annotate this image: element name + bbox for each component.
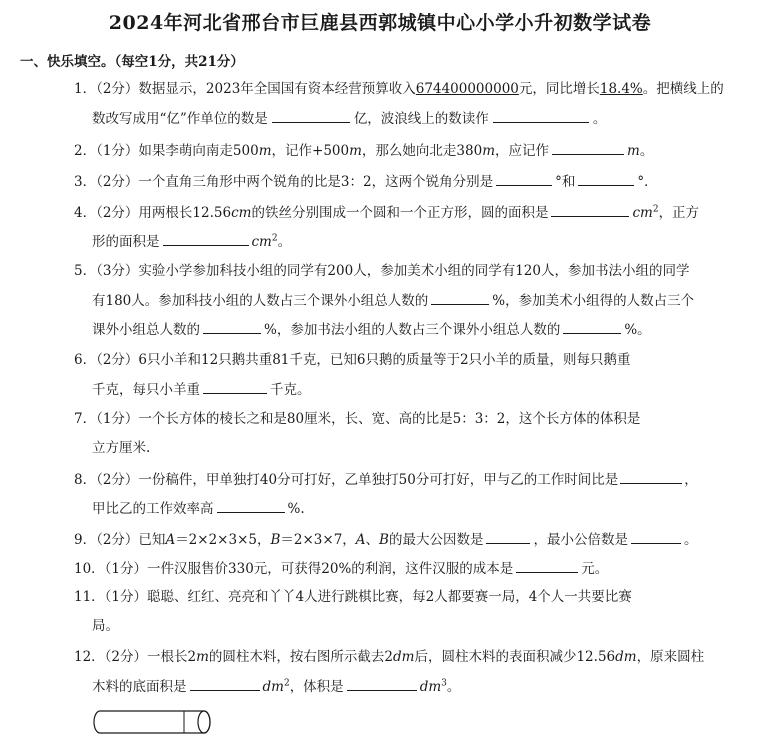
question-4-line-2: [92, 232, 291, 251]
q9-var-b: B: [270, 532, 281, 548]
q3-text-b: °和: [555, 174, 576, 190]
q6-text-2b: 千克。: [270, 382, 311, 398]
q8-text-1a: 8．（2分）一份稿件，甲单独打40分可打好，乙单独打50分可打好，甲与乙的工作时间比是: [74, 472, 619, 488]
question-4-line-1: [74, 203, 699, 222]
q12-unit-dm-2: dm: [615, 649, 637, 665]
q3-text-c: °．: [637, 174, 658, 190]
q4-text-c: ，正方: [658, 205, 700, 221]
q12-text-2c: 。: [446, 679, 461, 695]
q4-answer-blank-1[interactable]: [551, 203, 629, 217]
q12-text-2a: 木料的底面积是: [92, 679, 187, 695]
q3-answer-blank-1[interactable]: [496, 172, 552, 186]
question-5-line-1: [74, 262, 689, 280]
question-1-line-2: [92, 109, 606, 128]
q9-text-c: ＝2×3×7，: [280, 532, 356, 548]
q5-answer-blank-3[interactable]: [563, 320, 621, 334]
q9-var-a: A: [165, 532, 176, 548]
question-6-line-1: [74, 351, 631, 369]
q1-text-d: 数改写成用“亿”作单位的数是: [92, 111, 268, 127]
q12-text-2b: ，体积是: [289, 679, 344, 695]
q2-unit-2: m: [349, 143, 362, 159]
q2-text-b: ，记作+500: [271, 143, 350, 159]
q1-answer-blank-2[interactable]: [493, 109, 589, 123]
q2-text-a: 2．（1分）如果李萌向南走500: [74, 143, 259, 159]
section-heading: 一、快乐填空。（每空1分，共21分）: [20, 54, 244, 70]
question-5-line-2: [92, 291, 694, 310]
q5-text-3a: 课外小组总人数的: [92, 322, 200, 338]
q10-text-b: 元。: [581, 561, 609, 577]
q12-text-a: 12．（2分）一根长2: [74, 649, 197, 665]
q4-text-d: 形的面积是: [92, 234, 160, 250]
q8-answer-blank-2[interactable]: [217, 499, 285, 513]
question-11-line-1: [74, 588, 632, 606]
q3-answer-blank-2[interactable]: [578, 172, 634, 186]
q4-answer-blank-2[interactable]: [163, 232, 249, 246]
q9-text-g: 。: [683, 532, 698, 548]
q8-answer-blank-1[interactable]: [620, 470, 682, 484]
q9-text-e: 的最大公因数是: [388, 532, 484, 548]
q12-answer-blank-2[interactable]: [347, 677, 417, 691]
question-5-line-3: [92, 320, 651, 339]
question-12-line-2: [92, 677, 460, 696]
q5-text-3b: %，参加书法小组的人数占三个课外小组总人数的: [264, 322, 561, 338]
q10-text-a: 10．（1分）一件汉服售价330元，可获得20%的利润，这件汉服的成本是: [74, 561, 514, 577]
cylinder-figure: [92, 708, 220, 736]
q1-answer-blank-1[interactable]: [272, 109, 350, 123]
page-title: 2024年河北省邢台市巨鹿县西郭城镇中心小学小升初数学试卷: [108, 12, 652, 34]
q6-answer-blank[interactable]: [203, 380, 267, 394]
q12-text-c: 后，圆柱木料的表面积减少12.56: [414, 649, 616, 665]
q4-superscript-2: 2: [271, 233, 278, 244]
q8-text-1b: ，: [684, 472, 698, 488]
q12-unit-dm: dm: [393, 649, 415, 665]
question-12-line-1: [74, 648, 704, 666]
q9-text-f: ，最小公倍数是: [533, 532, 628, 548]
q5-text-3c: %。: [624, 322, 651, 338]
question-8-line-2: [92, 499, 305, 518]
q5-text-1: 5．（3分）实验小学参加科技小组的同学有200人，参加美术小组的同学有120人，参加书法小组的同学: [74, 263, 690, 279]
q2-unit-1: m: [258, 143, 272, 159]
q9-text-d: 、: [365, 532, 380, 548]
q1-wavy-number: 18.4%: [599, 81, 643, 97]
q2-text-d: ，应记作: [495, 143, 550, 159]
q1-text-f: 。: [592, 111, 607, 127]
q7-text-1: 7．（1分）一个长方体的棱长之和是80厘米，长、宽、高的比是5：3：2，这个长方体的体积是: [74, 411, 641, 427]
q1-text-c: 。把横线上的: [642, 81, 724, 97]
question-7-line-2: [92, 439, 150, 457]
q4-text-b: 的铁丝分别围成一个圆和一个正方形，圆的面积是: [251, 205, 549, 221]
q5-text-2b: %，参加美术小组得的人数占三个: [492, 293, 695, 309]
q7-text-2: 立方厘米.: [92, 440, 151, 456]
q9-text-a: 9．（2分）已知: [74, 532, 166, 548]
q6-text-1: 6．（2分）6只小羊和12只鹅共重81千克，已知6只鹅的质量等于2只小羊的质量，则每只鹅重: [74, 352, 631, 368]
question-3: [74, 172, 658, 191]
q9-answer-blank-2[interactable]: [631, 530, 681, 544]
q12-unit-volume: dm: [419, 679, 442, 695]
q2-text-c: ，那么她向北走380: [361, 143, 483, 159]
q2-answer-blank[interactable]: [552, 141, 624, 155]
question-1-line-1: [74, 80, 724, 98]
q4-unit-area-2: cm: [251, 234, 272, 250]
q2-unit-4: m: [627, 143, 640, 159]
q2-text-f: 。: [639, 143, 654, 159]
q5-text-2a: 有180人。参加科技小组的人数占三个课外小组总人数的: [92, 293, 429, 309]
question-10: [74, 559, 608, 578]
q11-text-1: 11．（1分）聪聪、红红、亮亮和丫丫4人进行跳棋比赛，每2人都要赛一局，4个人一共要比赛: [74, 589, 632, 605]
q8-text-2a: 甲比乙的工作效率高: [92, 501, 214, 517]
question-9: [74, 530, 697, 549]
q12-superscript-2: 2: [283, 678, 290, 689]
q9-text-b: ＝2×2×3×5，: [175, 532, 271, 548]
q4-superscript-1: 2: [652, 204, 659, 215]
q9-answer-blank-1[interactable]: [486, 530, 530, 544]
q4-unit-area-1: cm: [632, 205, 653, 221]
q4-text-e: 。: [277, 234, 292, 250]
q8-text-2b: %.: [287, 501, 305, 517]
q4-unit-cm: cm: [231, 205, 252, 221]
q12-text-d: ，原来圆柱: [636, 649, 705, 665]
question-11-line-2: [92, 617, 119, 635]
q1-underlined-number: 674400000000: [415, 81, 519, 97]
cylinder-body: [94, 711, 210, 733]
q3-text-a: 3．（2分）一个直角三角形中两个锐角的比是3：2，这两个锐角分别是: [74, 174, 494, 190]
question-8-line-1: [74, 470, 698, 489]
q9-var-b-2: B: [379, 532, 389, 548]
q10-answer-blank[interactable]: [516, 559, 578, 573]
q1-text-b: 元，同比增长: [518, 81, 600, 97]
q6-text-2a: 千克，每只小羊重: [92, 382, 200, 398]
question-7-line-1: [74, 410, 640, 428]
question-6-line-2: [92, 380, 311, 399]
q12-superscript-3: 3: [441, 678, 447, 689]
q5-answer-blank-1[interactable]: [431, 291, 489, 305]
q12-unit-area: dm: [262, 679, 284, 695]
q9-var-a-2: A: [355, 532, 366, 548]
q2-unit-3: m: [482, 143, 496, 159]
cylinder-end-face: [198, 711, 210, 733]
question-2: [74, 141, 653, 160]
q12-unit-m: m: [196, 649, 209, 665]
q5-answer-blank-2[interactable]: [203, 320, 261, 334]
q12-answer-blank-1[interactable]: [190, 677, 260, 691]
q1-text-a: 1．（2分）数据显示，2023年全国国有资本经营预算收入: [74, 81, 416, 97]
q1-text-e: 亿，波浪线上的数读作: [353, 111, 489, 127]
q11-text-2: 局。: [92, 618, 119, 634]
q4-text-a: 4．（2分）用两根长12.56: [74, 205, 232, 221]
q12-text-b: 的圆柱木料，按右图所示截去2: [208, 649, 394, 665]
